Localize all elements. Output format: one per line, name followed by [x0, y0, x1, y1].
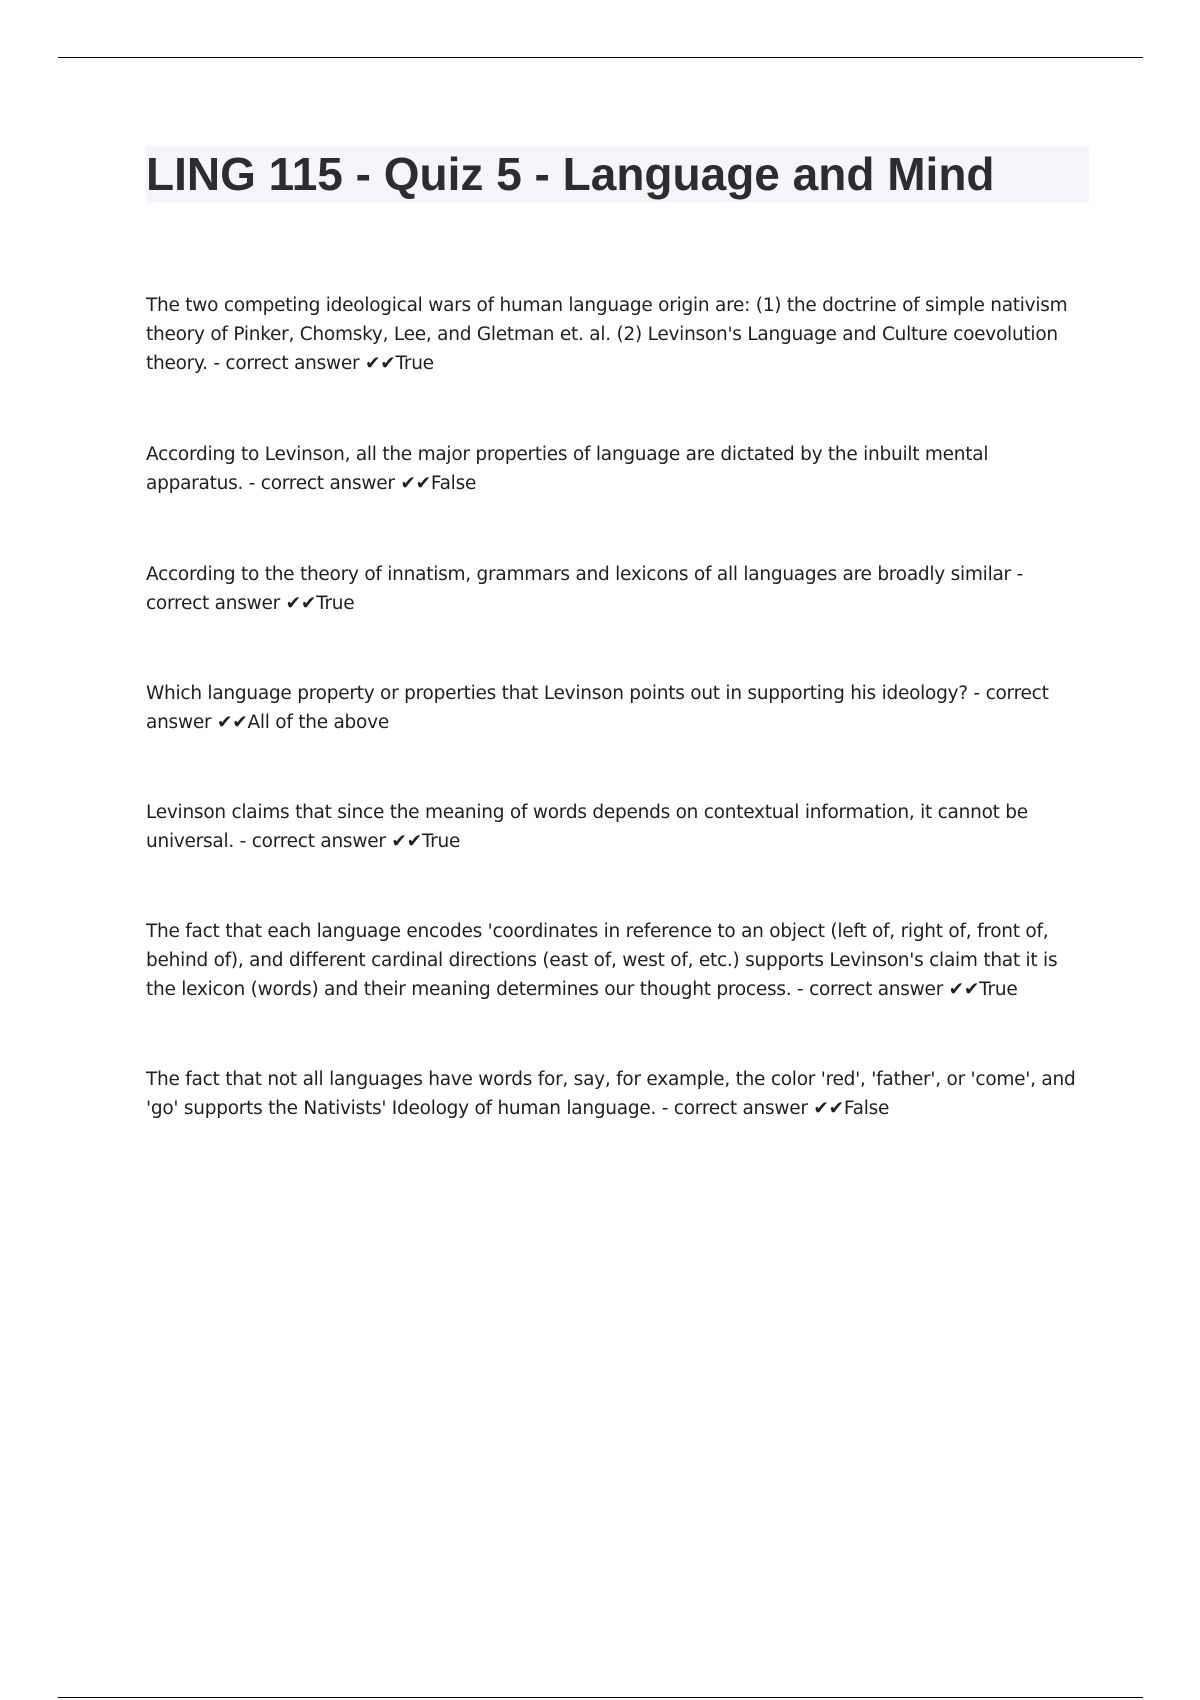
bottom-rule — [58, 1697, 1143, 1698]
question-list — [146, 291, 1086, 1184]
question-item: According to the theory of innatism, grammars and lexicons of all languages are broadly similar - correct answer ✔✔True — [146, 564, 1023, 614]
question-item: Levinson claims that since the meaning of words depends on contextual information, it cannot be universal. - correct answer ✔✔True — [146, 802, 1028, 852]
page-title: LING 115 - Quiz 5 - Language and Mind — [146, 148, 995, 200]
question-item: According to Levinson, all the major properties of language are dictated by the inbuilt mental apparatus. - correct answer ✔✔False — [146, 444, 989, 494]
question-item: Which language property or properties that Levinson points out in supporting his ideology? - correct answer ✔✔All of the above — [146, 683, 1049, 733]
question-item: The two competing ideological wars of human language origin are: (1) the doctrine of simple nativism theory of Pinker, Chomsky, Lee, and Gletman et. al. (2) Levinson's Language and Culture coevolution theory. - correct answer ✔✔True — [146, 295, 1068, 374]
top-rule — [58, 57, 1143, 58]
question-item: The fact that each language encodes 'coordinates in reference to an object (left of, right of, front of, behind of), and different cardinal directions (east of, west of, etc.) supports Levinson's claim that it is the lexicon (words) and their meaning determines our thought process. - correct answer ✔✔True — [146, 921, 1058, 1000]
question-item: The fact that not all languages have words for, say, for example, the color 'red', 'father', or 'come', and 'go' supports the Nativists' Ideology of human language. - correct answer ✔✔False — [146, 1069, 1076, 1119]
